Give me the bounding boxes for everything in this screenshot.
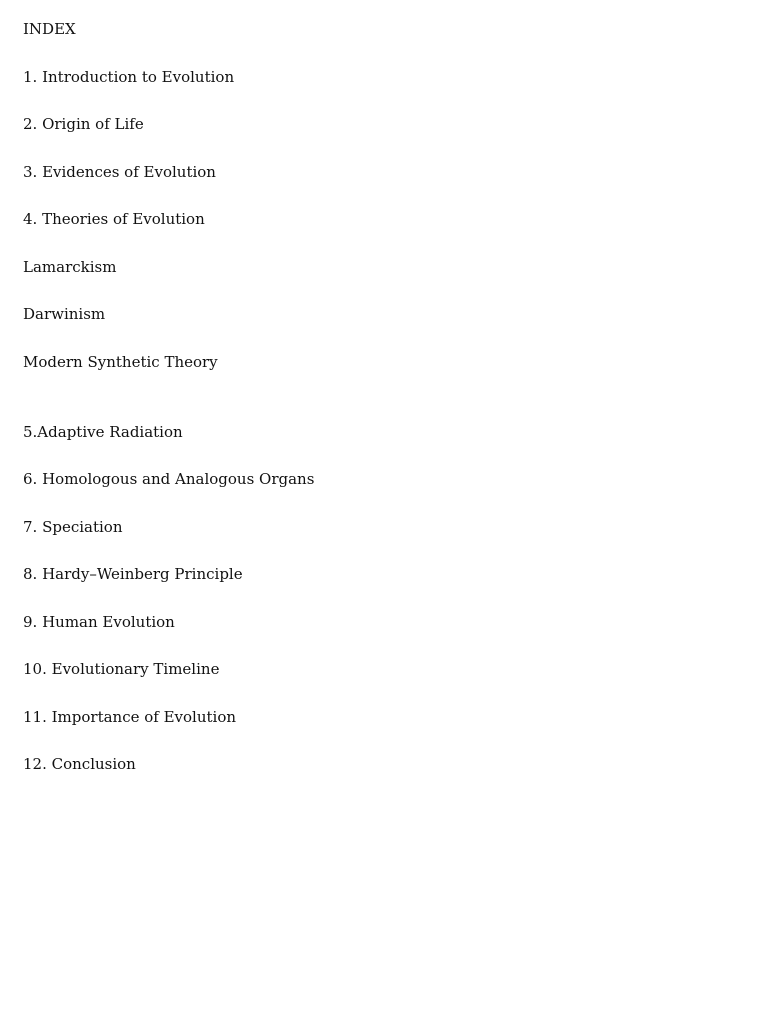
document-page (23, 19, 743, 802)
index-subitem-lamarckism: Lamarckism (23, 257, 117, 276)
index-item-conclusion: 12. Conclusion (23, 755, 136, 773)
index-subitem-modern-synthetic-theory: Modern Synthetic Theory (23, 352, 218, 371)
index-heading: INDEX (23, 20, 76, 38)
index-item-introduction: 1. Introduction to Evolution (23, 67, 235, 86)
index-item-evidences: 3. Evidences of Evolution (23, 162, 216, 181)
index-item-human-evolution: 9. Human Evolution (23, 612, 175, 631)
index-item-speciation: 7. Speciation (23, 517, 123, 536)
index-item-adaptive-radiation: 5.Adaptive Radiation (23, 422, 183, 441)
index-item-theories: 4. Theories of Evolution (23, 210, 205, 228)
index-item-hardy-weinberg: 8. Hardy–Weinberg Principle (23, 565, 243, 583)
index-item-importance: 11. Importance of Evolution (23, 707, 237, 726)
index-subitem-darwinism: Darwinism (23, 305, 106, 323)
index-item-evolutionary-timeline: 10. Evolutionary Timeline (23, 660, 220, 678)
index-item-origin-of-life: 2. Origin of Life (23, 115, 144, 133)
index-item-homologous-analogous: 6. Homologous and Analogous Organs (23, 470, 315, 488)
